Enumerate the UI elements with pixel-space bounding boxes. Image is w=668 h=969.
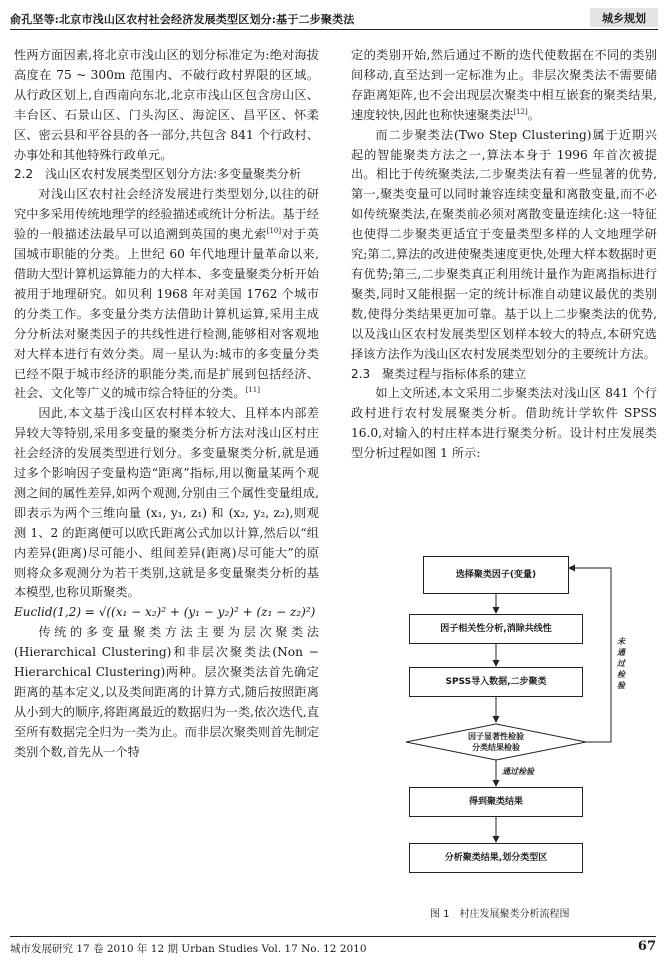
paragraph-text: 对于英国城市职能的分类。上世纪 60 年代地理计量革命以来,借助大型计算机运算能力的大样本、多变量聚类分析开始被用于地理研究。如贝利 1968 年对美国 1762 个城市的分类工作。多变量分类方法借助计算机运算,采用主成分分析法对聚类因子的共线性进行检测,能够相对客观地对大样本进行有效分类。周一星认为:城市的多变量分类已经不限于城市经济的职能分类,而是扩展到包括经济、社会、文化等广义的城市综合特征的分类。: [14, 227, 320, 401]
page-footer: [10, 936, 656, 956]
decision-line: 分类结果检验: [472, 743, 520, 752]
citation: [12]: [513, 107, 528, 116]
decision-text: [436, 731, 556, 753]
page-number: 67: [637, 939, 656, 954]
paragraph: 性两方面因素,将北京市浅山区的划分标准定为:绝对海拔高度在 75 ~ 300m 范围内、不破行政村界限的区域。从行政区划上,自西南向东北,北京市浅山区包含房山区、丰台区、石景山区、门头沟区、海淀区、昌平区、怀柔区、密云县和平谷县的各一部分,共包含 841 个行政村、办事处和其他特殊行政单元。: [14, 48, 319, 162]
flow-step-analysis: 分析聚类结果,划分类型区: [409, 843, 583, 873]
flow-step-select-factors: 选择聚类因子(变量): [423, 556, 569, 594]
flow-step-results: 得到聚类结果: [409, 787, 583, 817]
section-heading-2-2: 2.2 浅山区农村发展类型区划分方法:多变量聚类分析: [14, 167, 302, 182]
flowchart-figure: [396, 556, 636, 901]
pass-label: 通过检验: [502, 767, 534, 776]
header-section-tag: 城乡规划: [590, 8, 658, 27]
decision-line: 因子显著性检验: [468, 732, 524, 741]
paragraph-text: 对浅山区农村社会经济发展进行类型划分,以往的研究中多采用传统地理学的经验描述或统计分析法。基于经验的一般描述法最早可以追溯到英国的奥尤索: [14, 187, 319, 242]
citation: [11]: [245, 386, 260, 395]
header-article-title: 俞孔坚等:北京市浅山区农村社会经济发展类型区划分:基于二步聚类法: [10, 13, 355, 26]
flow-step-spss: SPSS导入数据,二步聚类: [409, 667, 583, 697]
feedback-arrow: [569, 568, 611, 742]
figure-caption: 图 1 村庄发展聚类分析流程图: [430, 909, 570, 920]
paragraph-text: 。: [527, 107, 540, 122]
paragraph: 传统的多变量聚类方法主要为层次聚类法(Hierarchical Clustering)和非层次聚类法(Non − Hierarchical Clustering)两种。层次聚类法首先确定距离的基本定义,以及类间距离的计算方式,随后按照距离从小到大的顺序,将距离最近的数据归为一类,依次迭代,直至所有数据完全归为一类为止。而非层次聚类则首先制定类别个数,首先从一个特: [14, 625, 319, 759]
left-column: [14, 46, 319, 763]
running-header: [10, 6, 658, 30]
paragraph: 如上文所述,本文采用二步聚类法对浅山区 841 个行政村进行农村发展聚类分析。借助统计学软件 SPSS 16.0,对输入的村庄样本进行聚类分析。设计村庄发展类型分析过程如图 1 所示:: [351, 386, 657, 461]
paragraph-text: 定的类别开始,然后通过不断的迭代使数据在不同的类别间移动,直至达到一定标准为止。非层次聚类法不需要储存距离矩阵,也不会出现层次聚类中相互嵌套的聚类结果,速度较快,因此也称快速聚类法: [351, 48, 657, 122]
journal-info: 城市发展研究 17 卷 2010 年 12 期 Urban Studies Vol. 17 No. 12 2010: [10, 943, 367, 955]
flow-step-correlation: 因子相关性分析,消除共线性: [409, 614, 583, 644]
paragraph: 而二步聚类法(Two Step Clustering)属于近期兴起的智能聚类方法之一,算法本身于 1996 年首次被提出。相比于传统聚类法,二步聚类法有着一些显著的优势,第一,聚类变量可以同时兼容连续变量和离散变量,而不必如传统聚类法,在聚类前必须对离散变量连续化:这一特征也使得二步聚类更适宜于变量类型多样的人文地理学研究;第二,算法的改进使聚类速度更快,处理大样本数据时更有优势;第三,二步聚类真正利用统计量作为距离指标进行聚类,同时又能根据一定的统计标准自动建议最优的类别数,使得分类结果更加可靠。基于以上二步聚类法的优势,以及浅山区农村发展类型区划样本较大的特点,本研究选择该方法作为浅山区农村发展类型划分的主要统计方法。: [351, 127, 657, 361]
citation: [10]: [266, 227, 282, 236]
fail-label: 未通过检验: [617, 637, 625, 690]
paragraph: 因此,本文基于浅山区农村样本较大、且样本内部差异较大等特别,采用多变量的聚类分析方法对浅山区村庄社会经济的发展类型进行划分。多变量聚类分析,就是通过多个影响因子变量构造“距离”指标,用以衡量某两个观测之间的属性差异,如两个观测,分别由三个属性变量组成,即表示为两个三维向量 (x₁, y₁, z₁) 和 (x₂, y₂, z₂),则观测 1、2 的距离便可以欧氏距离公式加以计算,然后以“组内差异(距离)尽可能小、组间差异(距离)尽可能大”的原则将众多观测分为若干类别,这就是多变量聚类分析的基本模型,也称贝斯聚类。: [14, 406, 319, 600]
section-heading-2-3: 2.3 聚类过程与指标体系的建立: [351, 366, 527, 381]
paragraph: [14, 185, 319, 404]
right-column: [351, 46, 657, 464]
paragraph: [351, 46, 657, 126]
euclid-formula: Euclid(1,2) = √((x₁ − x₂)² + (y₁ − y₂)² + (z₁ − z₂)²): [14, 605, 316, 620]
